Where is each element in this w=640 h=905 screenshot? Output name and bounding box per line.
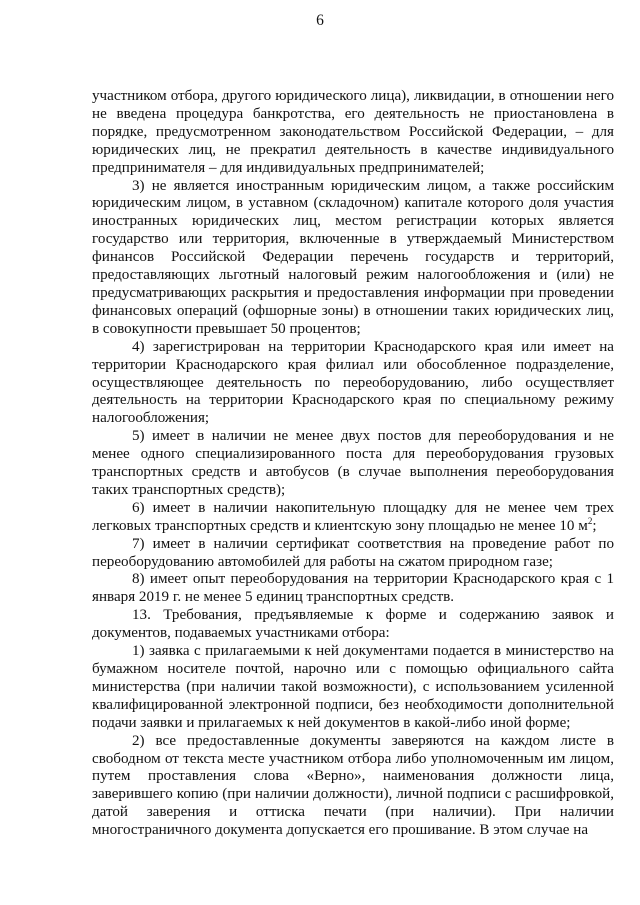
paragraph-item-4: 4) зарегистрирован на территории Краснодарского края или имеет на территории Краснодарского края филиал или обособленное подразделение, осуществляющее деятельность по переоборудованию, либо осуществляет деятельность на территории Краснодарского края по специальному режиму налогообложения;: [92, 338, 614, 427]
paragraph-item-5: 5) имеет в наличии не менее двух постов для переоборудования и не менее одного специализированного поста для переоборудования грузовых транспортных средств и автобусов (в случае выполнения переоборудования таких транспортных средств);: [92, 428, 614, 498]
paragraph-item-6: [92, 500, 614, 536]
paragraph-section-13: 13. Требования, предъявляемые к форме и содержанию заявок и документов, подаваемых участниками отбора:: [92, 607, 614, 642]
paragraph-section-13-item-1: 1) заявка с прилагаемыми к ней документами подается в министерство на бумажном носителе почтой, нарочно или с помощью официального сайта министерства (при наличии такой возможности), с использованием усиленной квалифицированной электронной подписи, без необходимости дополнительной подачи заявки и прилагаемых к ней документов в какой-либо иной форме;: [92, 643, 614, 731]
page-number: 6: [316, 12, 324, 29]
paragraph-item-3: 3) не является иностранным юридическим лицом, а также российским юридическим лицом, в уставном (складочном) капитале которого доля участия иностранных юридических лиц, местом регистрации которых является государство или территория, включенные в утверждаемый Министерством финансов Российской Федерации перечень государств и территорий, предоставляющих льготный налоговый режим налогообложения и (или) не предусматривающих раскрытия и предоставления информации при проведении финансовых операций (офшорные зоны) в отношении таких юридических лиц, в совокупности превышает 50 процентов;: [92, 177, 614, 337]
document-body: [92, 88, 614, 840]
square-meter-superscript: 2: [587, 515, 593, 526]
paragraph-item-8: 8) имеет опыт переоборудования на территории Краснодарского края с 1 января 2019 г. не менее 5 единиц транспортных средств.: [92, 571, 614, 606]
paragraph-item-6-text: 6) имеет в наличии накопительную площадку для не менее чем трех легковых транспортных средств и клиентскую зону площадью не менее 10 м: [92, 499, 614, 534]
paragraph-section-13-item-2: 2) все предоставленные документы заверяются на каждом листе в свободном от текста месте участником отбора либо уполномоченным им лицом, путем проставления слова «Верно», наименования должности лица, заверившего копию (при наличии должности), личной подписи с расшифровкой, датой заверения и оттиска печати (при наличии). При наличии многостраничного документа допускается его прошивание. В этом случае на: [92, 732, 614, 839]
paragraph-item-7: 7) имеет в наличии сертификат соответствия на проведение работ по переоборудованию автомобилей для работы на сжатом природном газе;: [92, 535, 614, 570]
paragraph-item-6-tail: ;: [592, 517, 597, 534]
paragraph-continuation: участником отбора, другого юридического лица), ликвидации, в отношении него не введена процедура банкротства, его деятельность не приостановлена в порядке, предусмотренном законодательством Российской Федерации, – для юридических лиц, не прекратил деятельность в качестве индивидуального предпринимателя – для индивидуальных предпринимателей;: [92, 88, 614, 176]
